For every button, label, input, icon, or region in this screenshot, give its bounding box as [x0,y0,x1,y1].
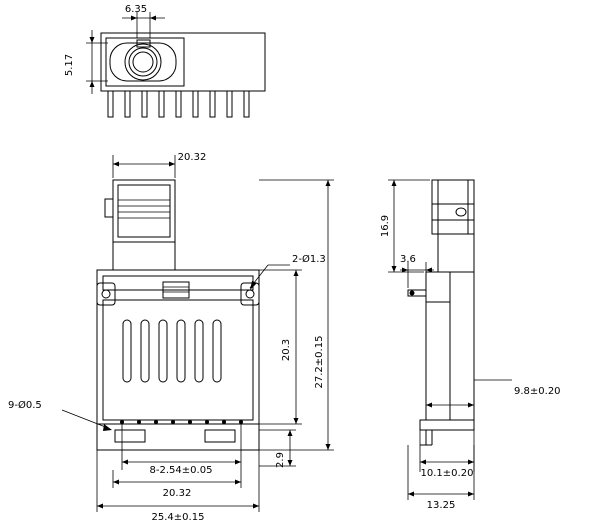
dim-5-17: 5.17 [64,53,75,77]
dim-9x-0-5: 9-Ø0.5 [8,400,42,411]
dim-6-35: 6.35 [124,4,148,15]
dim-25-4: 25.4±0.15 [151,512,205,523]
side-view-geometry [388,180,512,500]
dim-2x-1-3: 2-Ø1.3 [292,254,326,265]
dim-20-32-upper: 20.32 [177,152,207,163]
dim-8x-2-54: 8-2.54±0.05 [149,465,213,476]
dim-2-9: 2.9 [275,452,286,468]
dim-20-3: 20.3 [281,338,292,362]
dim-27-2: 27.2±0.15 [314,335,325,389]
front-view-geometry [62,155,334,512]
dim-9-8: 9.8±0.20 [514,386,561,397]
dim-16-9: 16.9 [380,214,391,238]
dim-20-32-lower: 20.32 [162,488,192,499]
dim-10-1: 10.1±0.20 [420,468,474,479]
top-view-geometry [86,12,265,117]
dim-13-25: 13.25 [426,500,456,511]
dim-3-6: 3.6 [400,254,416,265]
